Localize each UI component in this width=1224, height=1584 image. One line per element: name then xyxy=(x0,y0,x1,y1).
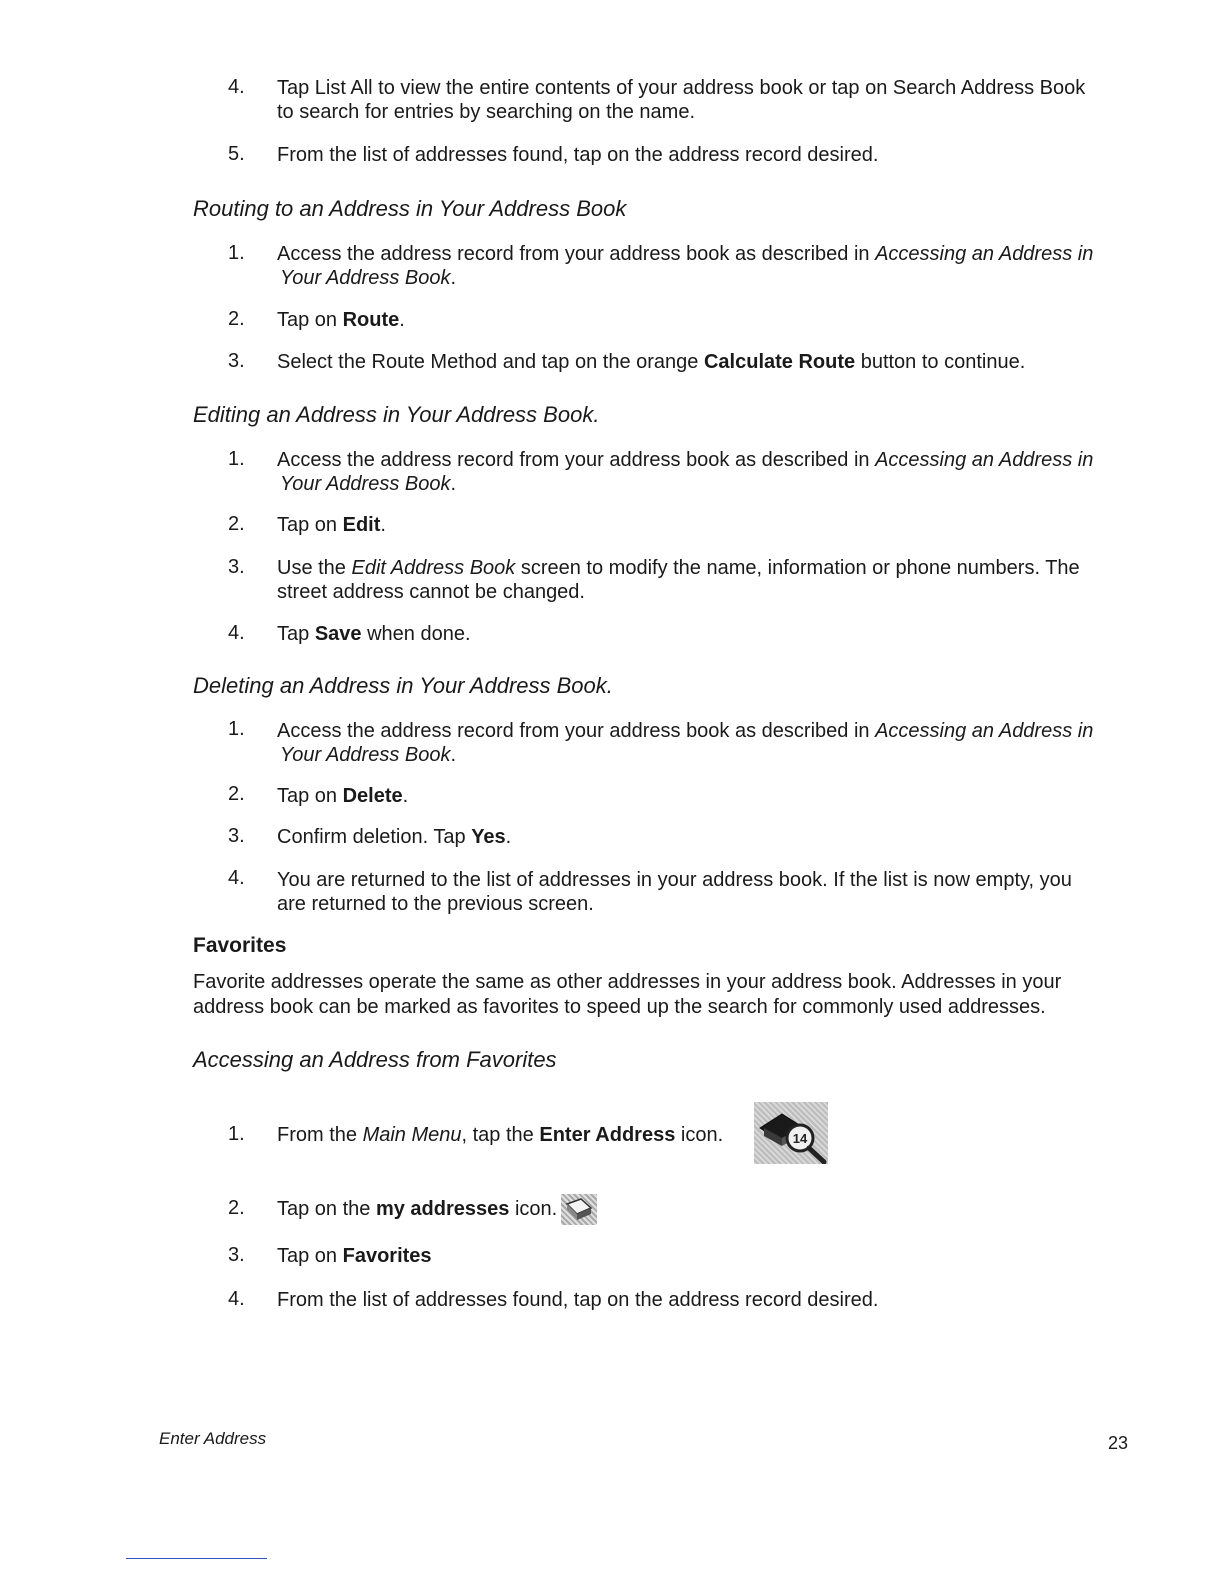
text-italic: Your Address Book xyxy=(280,267,451,289)
text-run: Select the Route Method and tap on the orange xyxy=(277,351,704,373)
text-run: button to continue. xyxy=(855,351,1026,373)
step-text xyxy=(277,1197,1137,1221)
step-text xyxy=(277,622,1137,646)
step-number: 4. xyxy=(228,1288,245,1310)
step-number: 2. xyxy=(228,513,245,535)
text-italic: Main Menu xyxy=(362,1124,462,1146)
enter-address-icon-graphic xyxy=(754,1102,828,1164)
step-text xyxy=(277,448,1137,496)
text-run: . xyxy=(380,514,386,536)
text-run: Tap xyxy=(277,623,315,645)
step-line: Tap List All to view the entire contents of your address book or tap on Search Address Book xyxy=(277,77,1086,99)
text-bold: Enter Address xyxy=(539,1124,676,1146)
step-number: 1. xyxy=(228,448,245,470)
text-bold: Save xyxy=(314,623,362,645)
text-run: . xyxy=(402,785,409,807)
text-bold: my addresses xyxy=(375,1198,510,1220)
text-run: Tap on xyxy=(277,309,343,331)
step-text xyxy=(277,308,1137,332)
step-number: 1. xyxy=(228,242,245,264)
text-run: when done. xyxy=(361,623,471,645)
text-italic: Edit Address Book xyxy=(351,557,516,579)
text-italic: Your Address Book xyxy=(280,473,451,495)
text-run: From the xyxy=(277,1124,363,1146)
step-number: 1. xyxy=(228,718,245,740)
text-run: Tap on xyxy=(277,514,343,536)
step-number: 2. xyxy=(228,783,245,805)
enter-address-badge: 14 xyxy=(792,1131,808,1146)
favorites-heading: Favorites xyxy=(193,934,287,957)
step-number: 3. xyxy=(228,825,245,847)
paragraph-line: Favorite addresses operate the same as other addresses in your address book. Addresses in your xyxy=(193,971,1062,993)
text-run: Use the xyxy=(277,557,352,579)
footer-rule xyxy=(126,1558,267,1559)
text-bold: Calculate Route xyxy=(703,351,856,373)
step-text xyxy=(277,513,1137,537)
step-number: 3. xyxy=(228,556,245,578)
paragraph-line: address book can be marked as favorites to speed up the search for commonly used addresses. xyxy=(193,996,1046,1018)
step-text xyxy=(277,556,1137,604)
text-bold: Edit xyxy=(342,514,381,536)
step-number: 3. xyxy=(228,350,245,372)
text-run: Tap on the xyxy=(277,1198,376,1220)
step-line: to search for entries by searching on the name. xyxy=(277,101,696,123)
step-line: street address cannot be changed. xyxy=(277,581,585,603)
text-run: Access the address record from your address book as described in xyxy=(277,243,876,265)
step-text xyxy=(277,1123,1137,1147)
step-text: From the list of addresses found, tap on the address record desired. xyxy=(277,144,879,166)
text-run: , tap the xyxy=(461,1124,540,1146)
text-italic: Accessing an Address in xyxy=(875,720,1094,742)
step-number: 2. xyxy=(228,308,245,330)
step-number: 4. xyxy=(228,867,245,889)
text-bold: Route xyxy=(342,309,400,331)
step-text xyxy=(277,868,1137,916)
page-number: 23 xyxy=(1108,1433,1129,1453)
step-number: 1. xyxy=(228,1123,245,1145)
section-heading-routing: Routing to an Address in Your Address Book xyxy=(193,196,627,221)
step-text xyxy=(277,784,1137,808)
text-run: icon. xyxy=(675,1124,724,1146)
text-run: Access the address record from your address book as described in xyxy=(277,720,876,742)
my-addresses-icon xyxy=(561,1194,597,1225)
text-run: Access the address record from your address book as described in xyxy=(277,449,876,471)
text-italic: Accessing an Address in xyxy=(875,243,1094,265)
step-number: 4. xyxy=(228,622,245,644)
text-bold: Yes xyxy=(471,826,506,848)
text-italic: Your Address Book xyxy=(280,744,451,766)
step-text: From the list of addresses found, tap on the address record desired. xyxy=(277,1289,879,1311)
text-run: . xyxy=(450,267,457,289)
text-bold: Delete xyxy=(342,785,403,807)
footer-section-title: Enter Address xyxy=(159,1429,267,1448)
step-line: are returned to the previous screen. xyxy=(277,893,594,915)
step-number: 2. xyxy=(228,1197,245,1219)
step-text xyxy=(277,242,1137,290)
text-run: screen to modify the name, information or phone numbers. The xyxy=(515,557,1080,579)
section-heading-editing: Editing an Address in Your Address Book. xyxy=(193,402,600,427)
step-number: 3. xyxy=(228,1244,245,1266)
favorites-paragraph xyxy=(193,970,1123,1020)
my-addresses-icon-graphic xyxy=(561,1194,597,1225)
text-run: icon. xyxy=(509,1198,558,1220)
text-italic: Accessing an Address in xyxy=(875,449,1094,471)
step-text xyxy=(277,719,1137,767)
step-line: You are returned to the list of addresses in your address book. If the list is now empty, you xyxy=(277,869,1072,891)
step-text xyxy=(277,76,1137,124)
text-run: . xyxy=(450,473,457,495)
text-bold: Favorites xyxy=(342,1245,432,1267)
step-text xyxy=(277,825,1137,849)
text-run: . xyxy=(505,826,512,848)
step-text xyxy=(277,350,1137,374)
text-run: Tap on xyxy=(277,785,343,807)
text-run: . xyxy=(399,309,405,331)
step-number: 4. xyxy=(228,76,245,98)
text-run: . xyxy=(450,744,457,766)
text-run: Tap on xyxy=(277,1245,343,1267)
text-run: Confirm deletion. Tap xyxy=(277,826,472,848)
section-heading-favorites: Accessing an Address from Favorites xyxy=(193,1047,557,1072)
enter-address-icon xyxy=(754,1102,828,1164)
section-heading-deleting: Deleting an Address in Your Address Book. xyxy=(193,673,613,698)
step-text xyxy=(277,1244,1137,1268)
step-number: 5. xyxy=(228,143,245,165)
